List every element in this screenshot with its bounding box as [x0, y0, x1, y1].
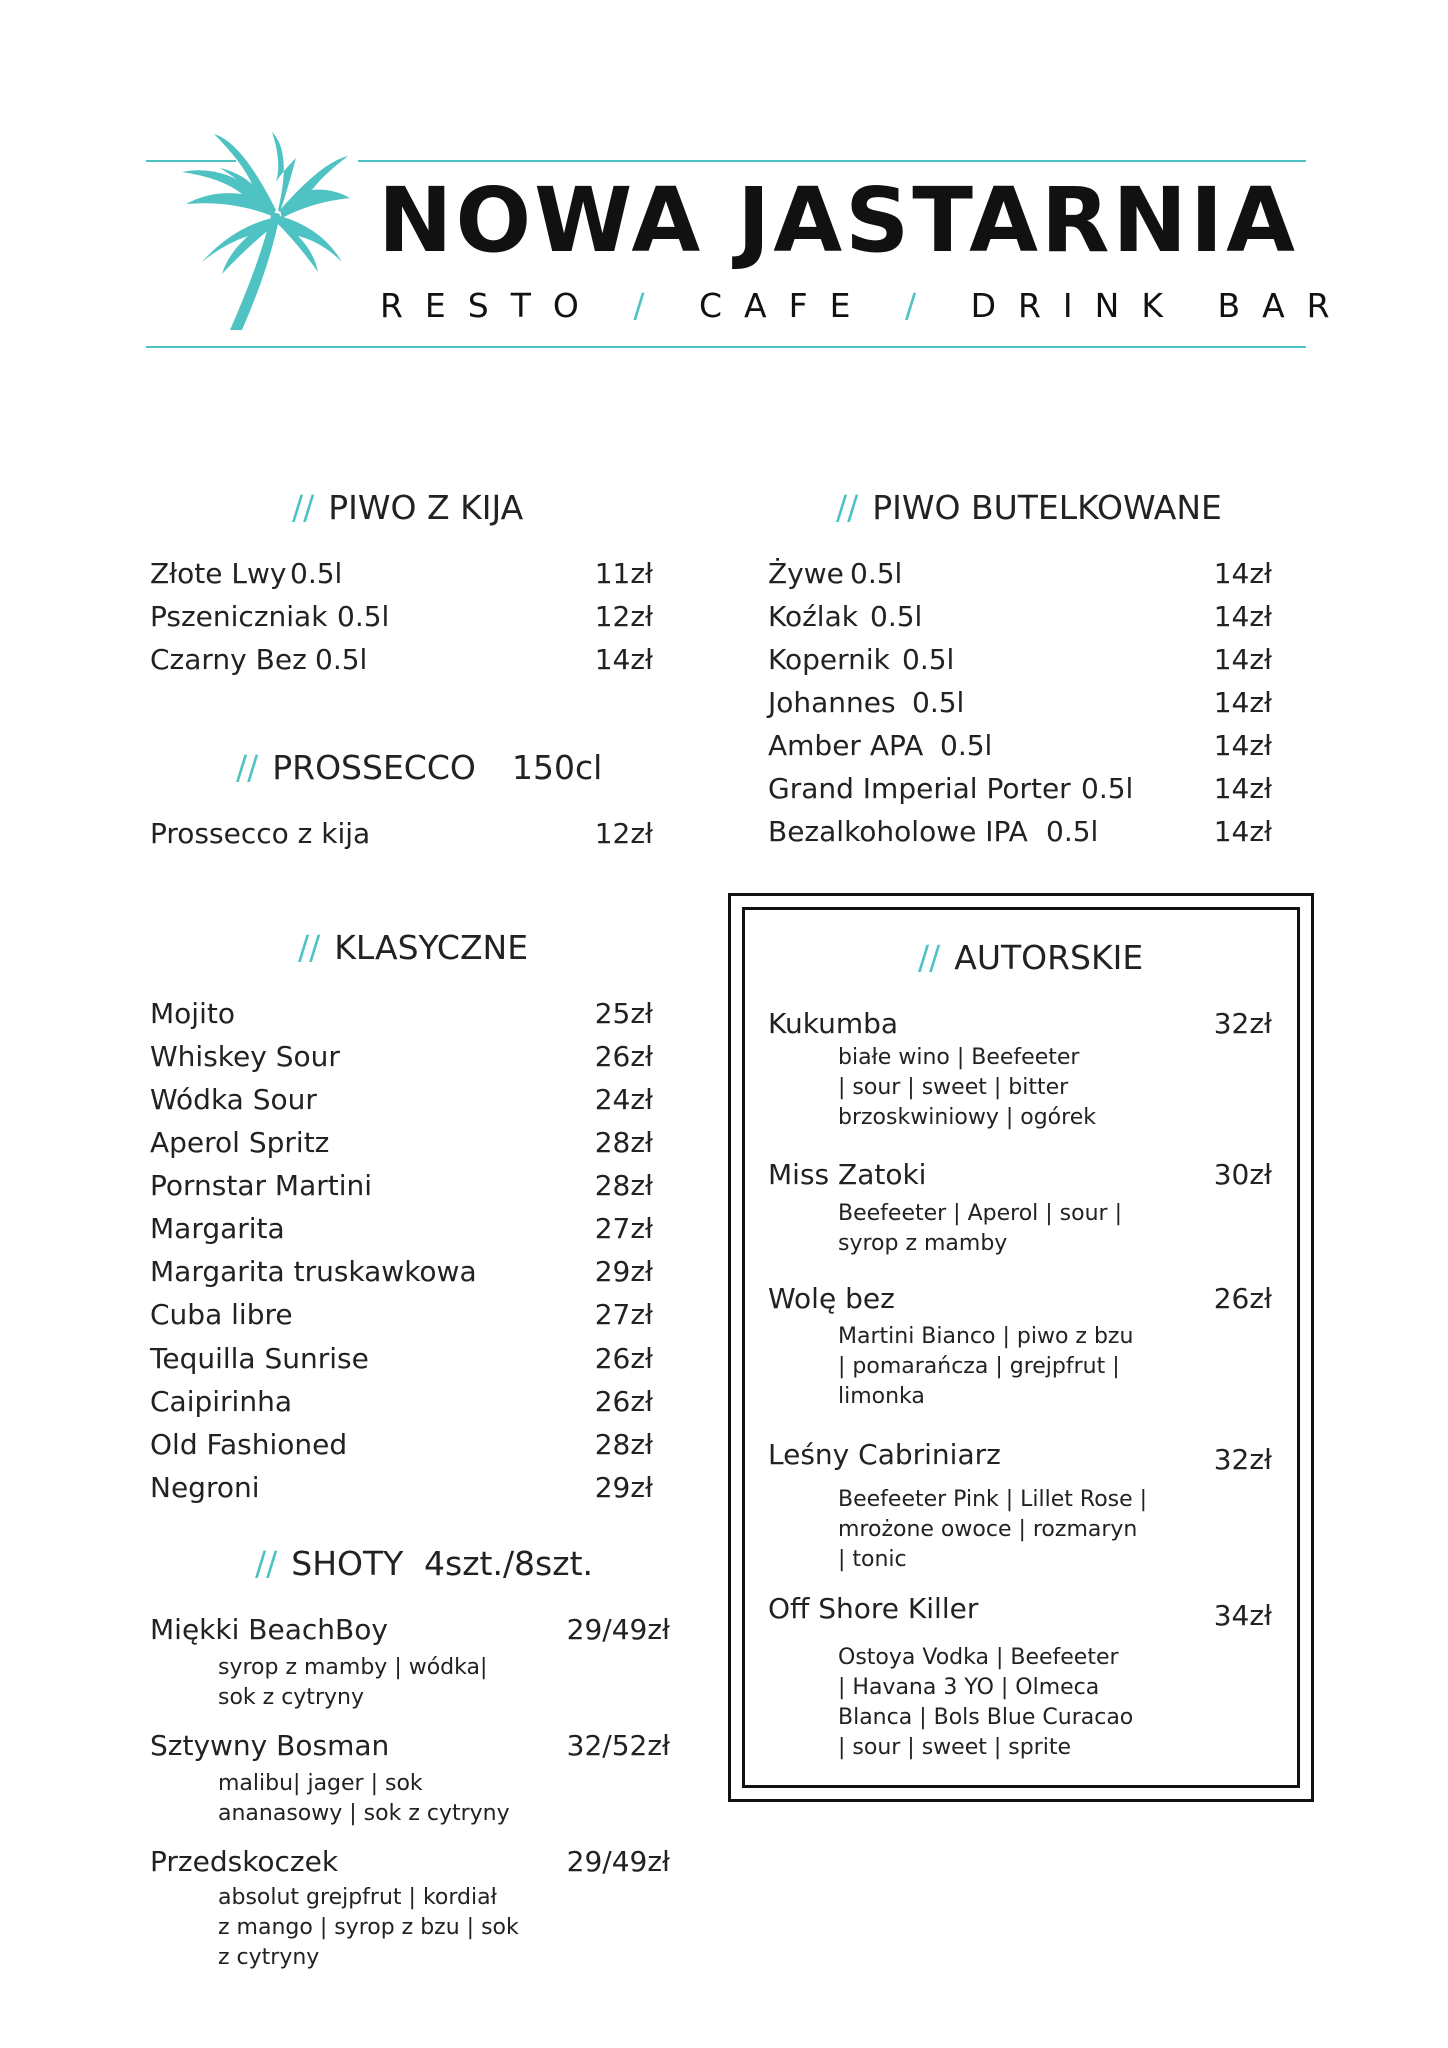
menu-item-name: Off Shore Killer [768, 1592, 979, 1625]
menu-item-price: 28zł [594, 1428, 653, 1461]
description-line: absolut grejpfrut | kordiał [218, 1885, 497, 1910]
description-line: | Havana 3 YO | Olmeca [838, 1675, 1100, 1700]
section-mark: // [836, 488, 859, 527]
menu-item-name: Złote Lwy [150, 557, 287, 590]
menu-item-name: Negroni [150, 1471, 260, 1504]
menu-item-price: 14zł [1213, 557, 1272, 590]
menu-item-name: Kopernik [768, 643, 890, 676]
section-title-text: PIWO BUTELKOWANE [872, 488, 1222, 527]
menu-item-volume: 0.5l [902, 643, 955, 676]
menu-item-price: 29/49zł [566, 1613, 670, 1646]
description-line: limonka [838, 1384, 925, 1409]
menu-item-description [838, 1322, 1133, 1412]
menu-item-name: Leśny Cabriniarz [768, 1438, 1001, 1471]
menu-item-price: 12zł [594, 600, 653, 633]
menu-item-price: 14zł [1213, 729, 1272, 762]
description-line: sok z cytryny [218, 1685, 364, 1710]
description-line: malibu| jager | sok [218, 1771, 423, 1796]
menu-item-price: 24zł [594, 1083, 653, 1116]
tagline-drink-bar: DRINK BAR [970, 286, 1352, 325]
header-bottom-rule [146, 346, 1306, 348]
menu-item-price: 12zł [594, 817, 653, 850]
menu-item-name: Johannes [768, 686, 896, 719]
menu-item-name: Miss Zatoki [768, 1158, 927, 1191]
description-line: | sour | sweet | bitter [838, 1075, 1069, 1100]
menu-item-price: 14zł [1213, 772, 1272, 805]
header-top-rule-right [358, 160, 1306, 162]
description-line: syrop z mamby | wódka| [218, 1655, 488, 1680]
menu-item-price: 14zł [594, 643, 653, 676]
description-line: brzoskwiniowy | ogórek [838, 1105, 1096, 1130]
menu-item-price: 28zł [594, 1126, 653, 1159]
description-line: z cytryny [218, 1945, 320, 1970]
menu-item-price: 27zł [594, 1212, 653, 1245]
tagline-separator-1: / [633, 286, 667, 325]
menu-item-price: 11zł [594, 557, 653, 590]
menu-item-price: 32/52zł [566, 1729, 670, 1762]
section-volume-prossecco: 150cl [512, 748, 603, 787]
tagline [380, 286, 1352, 325]
menu-item-price: 32zł [1213, 1443, 1272, 1476]
menu-item-volume: 0.5l [337, 600, 390, 633]
menu-item-price: 26zł [594, 1342, 653, 1375]
section-qty-shoty: 4szt./8szt. [424, 1544, 593, 1583]
menu-item-price: 34zł [1213, 1599, 1272, 1632]
menu-item-description [838, 1643, 1133, 1763]
menu-item-name: Pornstar Martini [150, 1169, 373, 1202]
menu-item-description [838, 1485, 1147, 1575]
menu-item-name: Pszeniczniak [150, 600, 328, 633]
section-mark: // [255, 1544, 278, 1583]
description-line: Martini Bianco | piwo z bzu [838, 1324, 1134, 1349]
menu-item-volume: 0.5l [1046, 815, 1099, 848]
menu-item-name: Grand Imperial Porter [768, 772, 1071, 805]
menu-item-description [838, 1043, 1096, 1133]
menu-item-name: Margarita [150, 1212, 285, 1245]
section-title-prossecco [236, 748, 476, 787]
menu-item-price: 27zł [594, 1298, 653, 1331]
menu-item-volume: 0.5l [315, 643, 368, 676]
description-line: Beefeeter | Aperol | sour | [838, 1201, 1122, 1226]
menu-item-volume: 0.5l [850, 557, 903, 590]
menu-item-price: 32zł [1213, 1007, 1272, 1040]
menu-item-price: 26zł [594, 1385, 653, 1418]
menu-item-name: Tequilla Sunrise [150, 1342, 369, 1375]
section-mark: // [298, 928, 321, 967]
description-line: Beefeeter Pink | Lillet Rose | [838, 1487, 1148, 1512]
menu-item-name: Przedskoczek [150, 1845, 339, 1878]
menu-item-volume: 0.5l [870, 600, 923, 633]
description-line: z mango | syrop z bzu | sok [218, 1915, 519, 1940]
menu-item-name: Wódka Sour [150, 1083, 317, 1116]
menu-item-name: Whiskey Sour [150, 1040, 340, 1073]
menu-item-price: 14zł [1213, 815, 1272, 848]
section-title-text: PROSSECCO [272, 748, 476, 787]
description-line: | sour | sweet | sprite [838, 1735, 1072, 1760]
menu-item-price: 29zł [594, 1255, 653, 1288]
palm-tree-icon [172, 132, 362, 332]
menu-item-volume: 0.5l [912, 686, 965, 719]
menu-item-name: Cuba libre [150, 1298, 293, 1331]
menu-item-description [218, 1653, 487, 1713]
menu-item-name: Czarny Bez [150, 643, 307, 676]
section-title-autorskie [918, 938, 1144, 977]
menu-item-price: 30zł [1213, 1158, 1272, 1191]
description-line: białe wino | Beefeeter [838, 1045, 1080, 1070]
tagline-cafe: CAFE [698, 286, 873, 325]
tagline-separator-2: / [904, 286, 939, 325]
menu-item-name: Caipirinha [150, 1385, 292, 1418]
menu-item-name: Prossecco z kija [150, 817, 371, 850]
menu-item-name: Kukumba [768, 1007, 899, 1040]
description-line: Blanca | Bols Blue Curacao [838, 1705, 1134, 1730]
section-title-text: SHOTY [291, 1544, 404, 1583]
section-title-piwo-z-kija [292, 488, 524, 527]
menu-item-description [838, 1199, 1122, 1259]
menu-item-name: Koźlak [768, 600, 858, 633]
description-line: Ostoya Vodka | Beefeeter [838, 1645, 1119, 1670]
menu-item-name: Aperol Spritz [150, 1126, 330, 1159]
menu-item-price: 25zł [594, 997, 653, 1030]
menu-item-price: 29/49zł [566, 1845, 670, 1878]
description-line: | pomarańcza | grejpfrut | [838, 1354, 1120, 1379]
menu-item-price: 14zł [1213, 643, 1272, 676]
menu-item-price: 14zł [1213, 686, 1272, 719]
section-title-text: PIWO Z KIJA [328, 488, 524, 527]
section-title-text: KLASYCZNE [334, 928, 529, 967]
section-mark: // [292, 488, 315, 527]
menu-item-description [218, 1769, 510, 1829]
description-line: syrop z mamby [838, 1231, 1008, 1256]
menu-item-name: Żywe [768, 557, 844, 590]
description-line: ananasowy | sok z cytryny [218, 1801, 510, 1826]
section-mark: // [918, 938, 941, 977]
section-mark: // [236, 748, 259, 787]
menu-item-price: 29zł [594, 1471, 653, 1504]
menu-item-name: Bezalkoholowe IPA [768, 815, 1028, 848]
menu-item-name: Old Fashioned [150, 1428, 348, 1461]
section-title-klasyczne [298, 928, 529, 967]
menu-item-price: 28zł [594, 1169, 653, 1202]
section-title-text: AUTORSKIE [954, 938, 1144, 977]
menu-item-name: Wolę bez [768, 1282, 895, 1315]
menu-item-name: Sztywny Bosman [150, 1729, 390, 1762]
menu-item-price: 26zł [1213, 1282, 1272, 1315]
description-line: | tonic [838, 1547, 907, 1572]
menu-item-name: Amber APA [768, 729, 924, 762]
menu-item-volume: 0.5l [290, 557, 343, 590]
description-line: mrożone owoce | rozmaryn [838, 1517, 1138, 1542]
brand-title: NOWA JASTARNIA [378, 168, 1298, 272]
menu-item-volume: 0.5l [1081, 772, 1134, 805]
menu-item-name: Margarita truskawkowa [150, 1255, 477, 1288]
section-title-shoty [255, 1544, 404, 1583]
menu-item-description [218, 1883, 519, 1973]
menu-item-name: Mojito [150, 997, 235, 1030]
tagline-resto: RESTO [380, 286, 601, 325]
menu-item-volume: 0.5l [940, 729, 993, 762]
section-title-piwo-butelkowane [836, 488, 1222, 527]
menu-item-price: 14zł [1213, 600, 1272, 633]
menu-item-price: 26zł [594, 1040, 653, 1073]
menu-item-name: Miękki BeachBoy [150, 1613, 388, 1646]
